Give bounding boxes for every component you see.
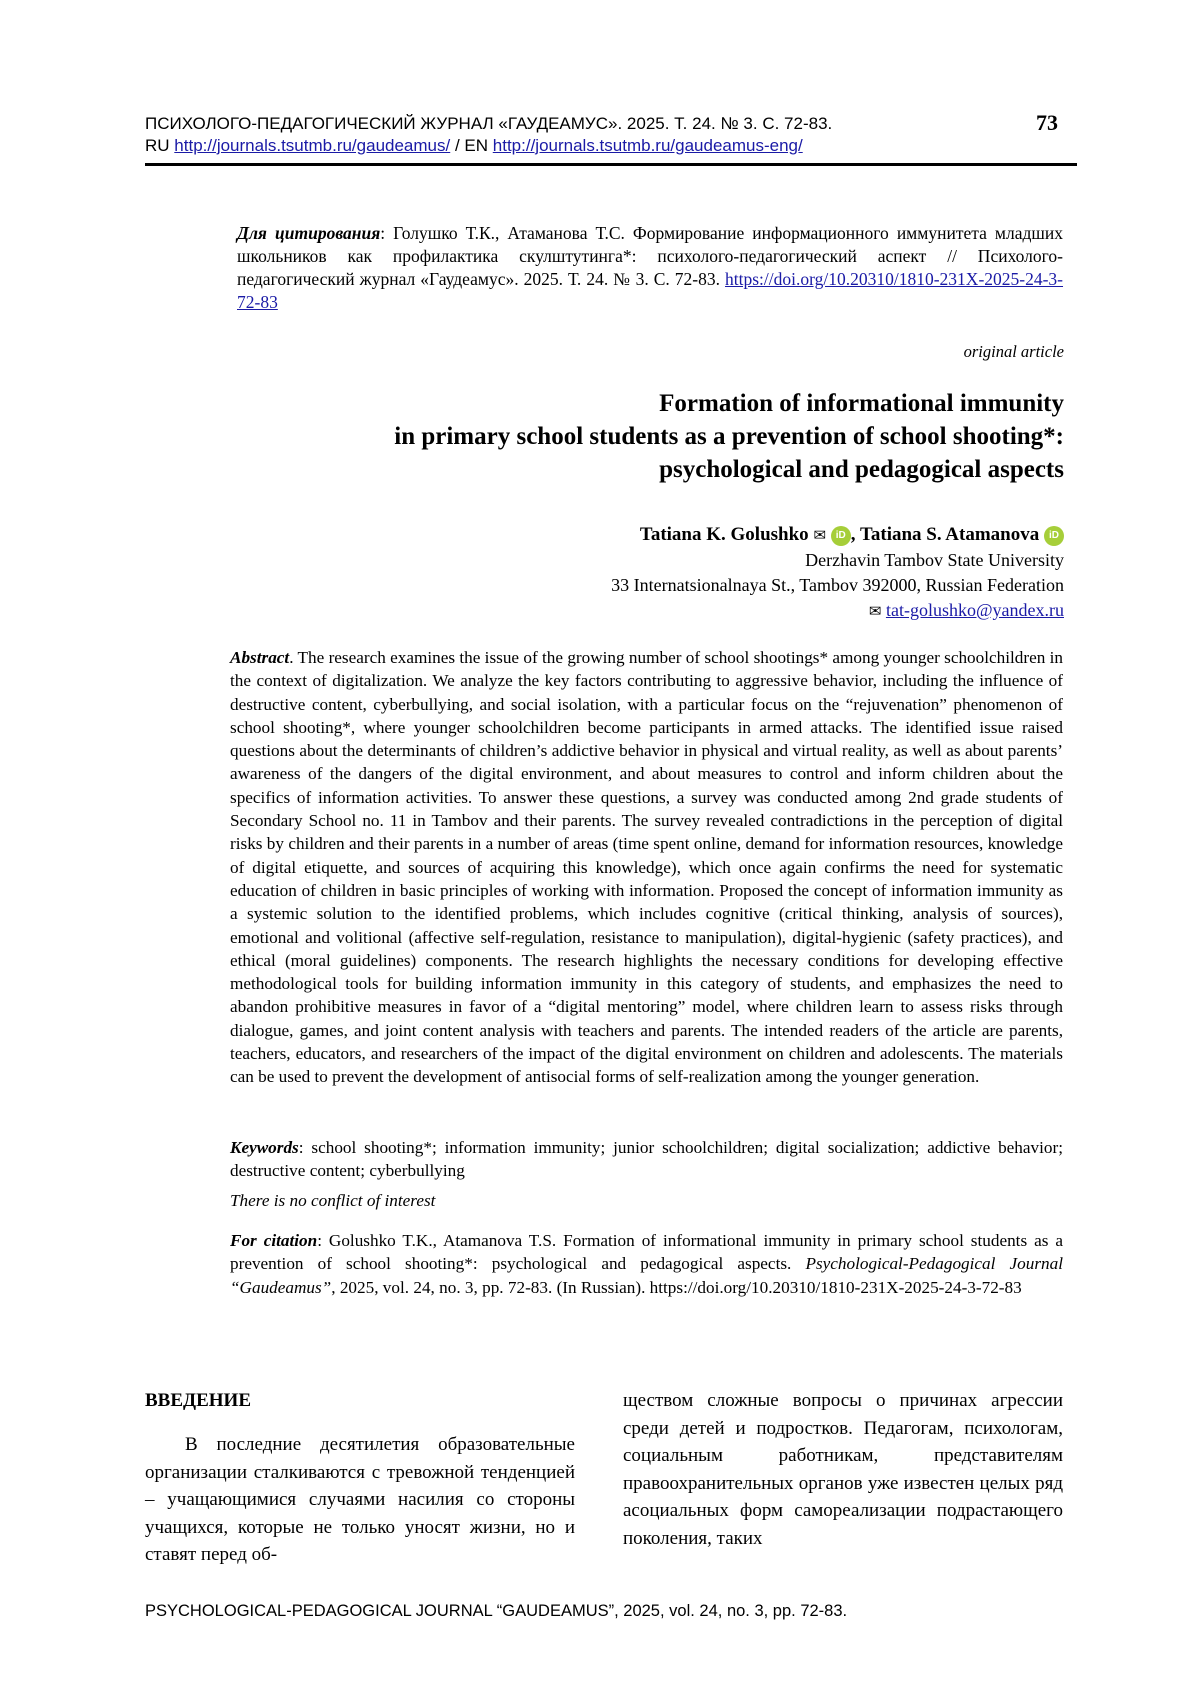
citation-ru-doi-link[interactable]: https://doi.org/10.20310/1810-231X-2025-24-3-72-83 — [237, 269, 1064, 312]
intro-left-column — [145, 1387, 575, 1569]
orcid-icon[interactable]: iD — [1044, 526, 1064, 546]
address: 33 Internatsionalnaya St., Tambov 392000, Russian Federation — [611, 575, 1064, 595]
keywords-text: : school shooting*; information immunity; junior schoolchildren; digital socialization; addictive behavior; destructive content; cyberbullying — [230, 1138, 1063, 1181]
authors-block — [611, 522, 1064, 624]
running-footer: PSYCHOLOGICAL-PEDAGOGICAL JOURNAL “GAUDEAMUS”, 2025, vol. 24, no. 3, pp. 72-83. — [145, 1602, 848, 1620]
envelope-icon: ✉ — [813, 526, 827, 544]
title-line-3: psychological and pedagogical aspects — [659, 456, 1064, 483]
citation-en-journal: Psychological-Pedagogical Journal “Gaudeamus” — [230, 1254, 1063, 1297]
contact-email-row — [611, 598, 1064, 624]
citation-en-text: : Golushko T.K., Atamanova T.S. Formation of informational immunity in primary school students as a prevention of school shooting*: psychological and pedagogical aspects. — [230, 1231, 1063, 1274]
affiliation: Derzhavin Tambov State University — [805, 550, 1064, 570]
article-title — [164, 387, 1064, 486]
ru-journal-link[interactable]: http://journals.tsutmb.ru/gaudeamus/ — [174, 136, 451, 155]
orcid-icon[interactable]: iD — [831, 526, 851, 546]
conflict-statement: There is no conflict of interest — [230, 1191, 436, 1210]
journal-header-line: ПСИХОЛОГО-ПЕДАГОГИЧЕСКИЙ ЖУРНАЛ «ГАУДЕАМУС». 2025. Т. 24. № 3. С. 72-83. — [145, 114, 833, 133]
author-names — [611, 522, 1064, 548]
title-line-2: in primary school students as a prevention of school shooting*: — [394, 423, 1064, 450]
keywords-label: Keywords — [230, 1138, 299, 1157]
intro-heading: ВВЕДЕНИЕ — [145, 1390, 251, 1411]
running-header — [145, 113, 1075, 157]
citation-ru-label: Для цитирования — [237, 223, 381, 243]
author-1-name: Tatiana K. Golushko — [639, 524, 809, 545]
header-divider — [145, 163, 1077, 166]
title-line-1: Formation of informational immunity — [659, 390, 1064, 417]
citation-en-label: For citation — [230, 1231, 318, 1250]
intro-right-column — [623, 1387, 1063, 1552]
abstract-label: Abstract — [230, 648, 290, 667]
intro-paragraph-left: В последние десятилетия образовательные организации сталкиваются с тревожной тенденцией – учащающимися случаями насилия со стороны учащихся, которые не только уносят жизни, но и ставят перед об- — [145, 1434, 575, 1565]
ru-prefix: RU — [145, 136, 170, 155]
citation-ru — [237, 222, 1063, 314]
author-email-link[interactable]: tat-golushko@yandex.ru — [885, 600, 1064, 620]
author-2-name: Tatiana S. Atamanova — [859, 524, 1040, 545]
page-number: 73 — [1036, 110, 1058, 135]
en-separator: / EN — [454, 136, 489, 155]
citation-en-details: , 2025, vol. 24, no. 3, pp. 72-83. (In Russian). https://doi.org/10.20310/1810-231X-2025-24-3-72-83 — [331, 1277, 1022, 1297]
author-separator: , — [850, 524, 860, 545]
article-type: original article — [963, 342, 1064, 361]
citation-ru-text: : Голушко Т.К., Атаманова Т.С. Формирование информационного иммунитета младших школьников как профилактика скулштутинга*: психолого-педагогический аспект // Психолого-педагогический журнал «Гаудеамус». 2025. Т. 24. № 3. С. 72-83. — [237, 223, 1063, 289]
intro-paragraph-right: ществом сложные вопросы о причинах агрессии среди детей и подростков. Педагогам, психологам, социальным работникам, представителям правоохранительных органов уже известен целых ряд асоциальных форм самореализации подрастающего поколения, таких — [623, 1390, 1063, 1549]
citation-en — [230, 1229, 1063, 1299]
envelope-icon: ✉ — [868, 602, 882, 620]
abstract-text: . The research examines the issue of the growing number of school shootings* among younger schoolchildren in the context of digitalization. We analyze the key factors contributing to aggressive behavior, including the influence of destructive content, cyberbullying, and social isolation, with a particular focus on the “rejuvenation” phenomenon of school shooting*, where younger schoolchildren become participants in armed attacks. The identified issue raised questions about the determinants of children’s addictive behavior in physical and virtual reality, as well as about parents’ awareness of the dangers of the digital environment, and about measures to control and inform children about the specifics of information activities. To answer these questions, a survey was conducted among 2nd grade students of Secondary School no. 11 in Tambov and their parents. The survey revealed contradictions in the perception of digital risks by children and their parents in a number of areas (time spent online, demand for information resources, knowledge of digital etiquette, and sources of acquiring this knowledge), which once again confirms the need for systematic education of children in basic principles of working with information. Proposed the concept of information immunity as a systemic solution to the identified problems, which includes cognitive (critical thinking, analysis of sources), emotional and volitional (affective self-regulation, resistance to manipulation), digital-hygienic (safety practices), and ethical (moral guidelines) components. The research highlights the necessary conditions for developing effective methodological tools for building information immunity in this category of students, and emphasizes the need to abandon prohibitive measures in favor of a “digital mentoring” model, where children learn to assess risks through dialogue, games, and joint content analysis with teachers and parents. The intended readers of the article are parents, teachers, educators, and researchers of the impact of the digital environment on children and adolescents. The materials can be used to prevent the development of antisocial forms of self-realization among the younger generation. — [230, 648, 1063, 1087]
abstract — [230, 646, 1063, 1089]
keywords — [230, 1136, 1063, 1183]
en-journal-link[interactable]: http://journals.tsutmb.ru/gaudeamus-eng/ — [492, 136, 803, 155]
journal-urls — [145, 135, 1075, 157]
